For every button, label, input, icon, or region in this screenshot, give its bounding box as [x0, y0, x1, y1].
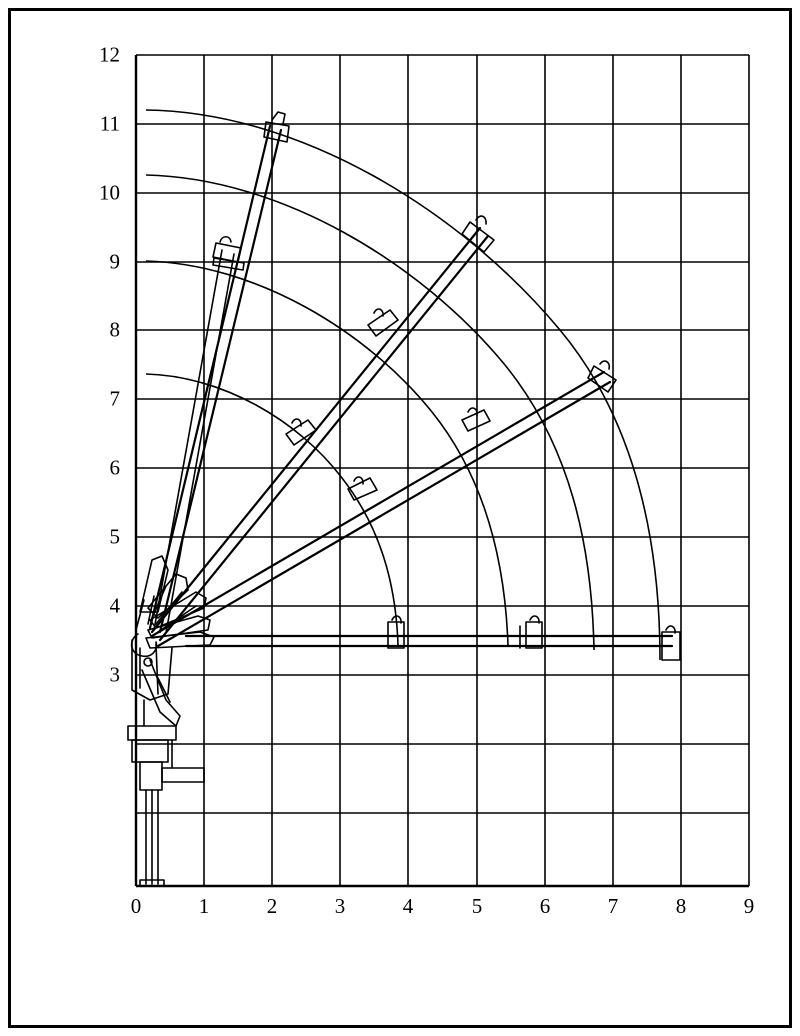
axes: [136, 55, 749, 886]
y-tick-8: 8: [109, 317, 120, 342]
y-tick-6: 6: [109, 455, 120, 480]
y-tick-9: 9: [109, 249, 120, 274]
x-tick-3: 3: [334, 894, 346, 918]
x-tick-2: 2: [266, 894, 278, 918]
x-tick-8: 8: [675, 894, 687, 918]
boom-position-horizontal: [186, 616, 680, 660]
x-tick-7: 7: [607, 894, 619, 918]
y-tick-11: 11: [99, 111, 120, 136]
x-tick-5: 5: [471, 894, 483, 918]
x-tick-9: 9: [743, 894, 755, 918]
x-tick-0: 0: [130, 894, 142, 918]
x-tick-1: 1: [198, 894, 210, 918]
boom-position-mid: [152, 361, 616, 646]
x-tick-4: 4: [402, 894, 414, 918]
y-tick-12: 12: [99, 42, 120, 67]
y-tick-4: 4: [109, 593, 120, 618]
y-tick-7: 7: [109, 386, 120, 411]
reach-arc-3: [146, 261, 508, 645]
boom-position-vertical: [150, 112, 289, 633]
grid-horizontal: [136, 55, 749, 813]
y-tick-10: 10: [99, 180, 120, 205]
x-tick-6: 6: [539, 894, 551, 918]
y-tick-3: 3: [109, 662, 120, 687]
grid-vertical: [204, 55, 749, 886]
y-tick-5: 5: [109, 524, 120, 549]
